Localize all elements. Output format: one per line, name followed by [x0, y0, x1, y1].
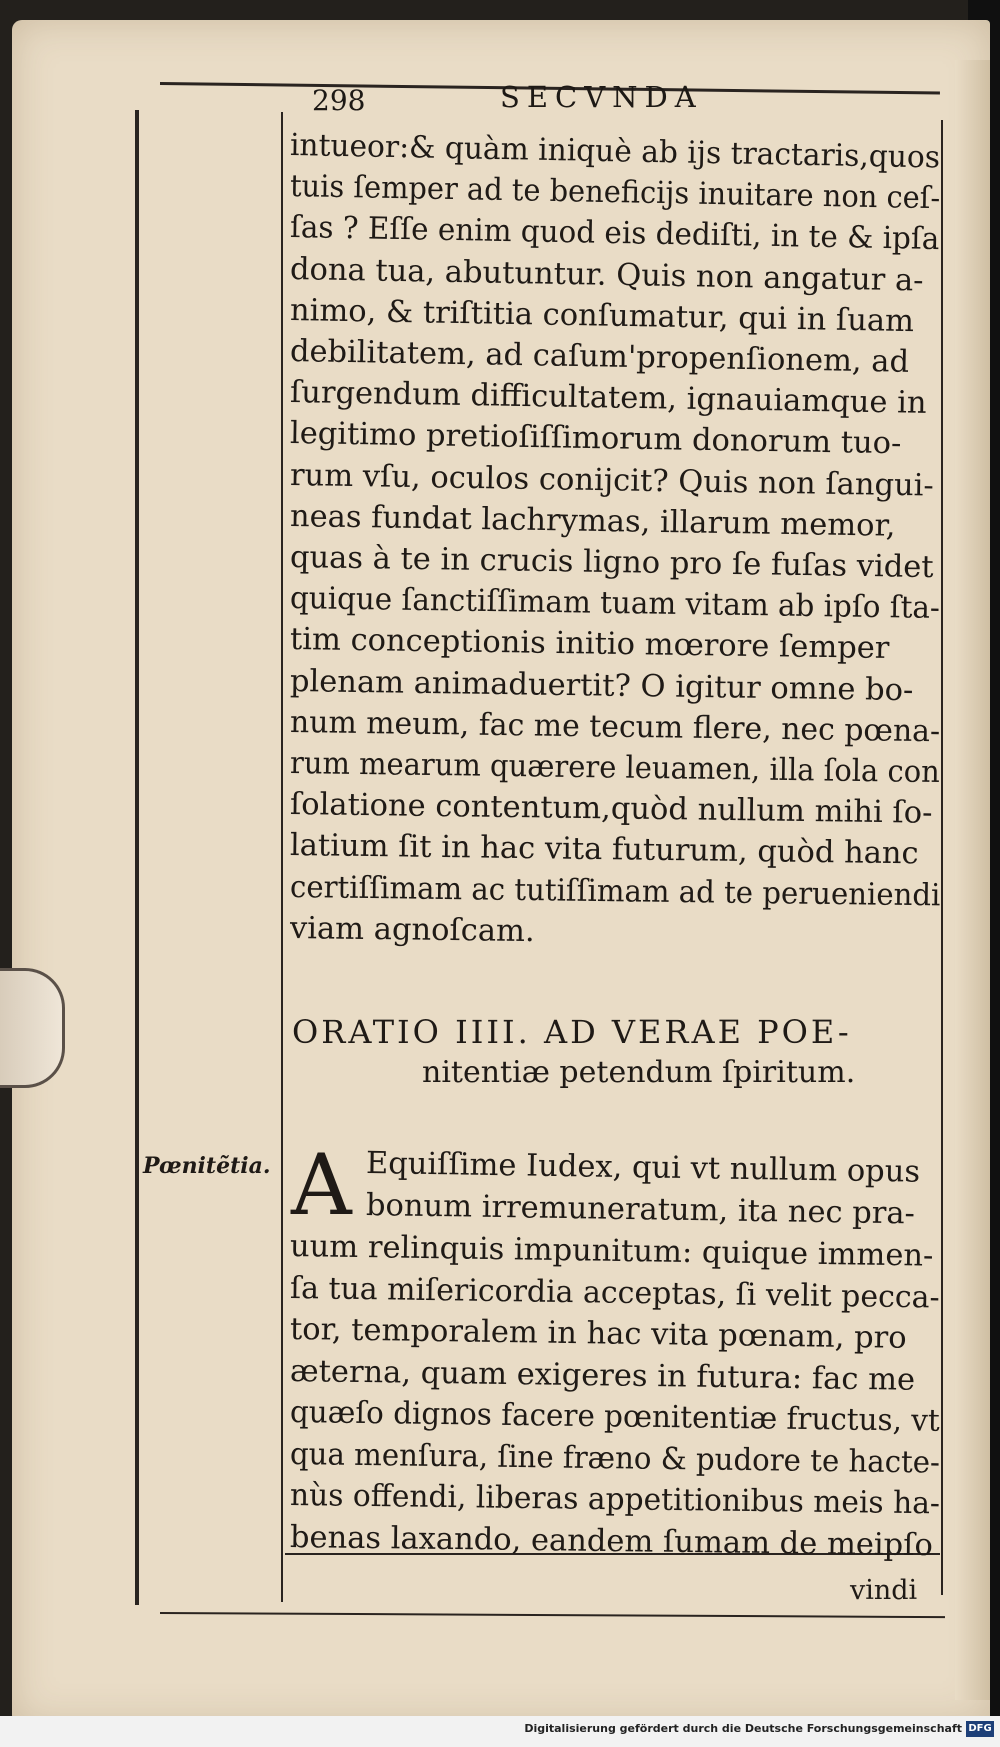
- text-column-left-rule: [281, 112, 283, 1602]
- text-line: rum mearum quærere leuamen, illa ſola con: [289, 746, 941, 791]
- text-line: tim conceptionis initio mœrore ſemper: [289, 622, 890, 667]
- text-line: ſurgendum difficultatem, ignauiamque in: [289, 375, 927, 422]
- text-line: ſolatione contentum,quòd nullum mihi ſo-: [289, 787, 933, 831]
- text-line: Equiſſime Iudex, qui vt nullum opus: [365, 1146, 921, 1190]
- section-heading-line1: ORATIO IIII. AD VERAE POE-: [292, 1013, 852, 1051]
- text-line: debilitatem, ad caſum'propenſionem, ad: [289, 334, 910, 380]
- text-line: neas fundat lachrymas, illarum memor,: [289, 498, 896, 544]
- text-line: rum vſu, oculos conijcit? Quis non ſangui-: [289, 457, 935, 504]
- marginal-note: Pœnitẽtia.: [143, 1153, 271, 1179]
- text-line: tor, temporalem in hac vita pœnam, pro: [289, 1312, 907, 1356]
- digitization-credit: Digitalisierung gefördert durch die Deutsche Forschungsgemeinschaft: [524, 1722, 962, 1735]
- running-head: SECVNDA: [500, 80, 703, 114]
- text-line: intueor:& quàm iniquè ab ijs tractaris,quos: [289, 128, 941, 176]
- text-line: plenam animaduertit? O igitur omne bo-: [289, 663, 914, 708]
- text-line: quæſo dignos facere pœnitentiæ fructus, vt: [289, 1395, 940, 1439]
- text-line: legitimo pretioſiſſimorum donorum tuo-: [289, 416, 902, 462]
- text-line: nùs offendi, liberas appetitionibus meis ha-: [289, 1478, 941, 1522]
- page-edge-right: [955, 60, 990, 1700]
- section-heading-line2: nitentiæ petendum ſpiritum.: [422, 1055, 856, 1090]
- text-line: benas laxando, eandem ſumam de meipſo: [289, 1519, 934, 1563]
- drop-cap: A: [291, 1136, 352, 1234]
- catchword: vindi: [850, 1575, 918, 1606]
- text-line: num meum, fac me tecum flere, nec pœna-: [289, 704, 941, 750]
- text-line: quas à te in crucis ligno pro ſe fuſas videt: [289, 540, 934, 586]
- text-line: quique ſanctiſſimam tuam vitam ab ipſo ſta-: [289, 581, 941, 627]
- text-line: nimo, & triſtitia conſumatur, qui in ſuam: [289, 292, 915, 339]
- book-clasp: [0, 968, 65, 1088]
- text-line: ſas ? Eſſe enim quod eis dediſti, in te & ipſa: [289, 210, 940, 258]
- text-line: dona tua, abutuntur. Quis non angatur a-: [289, 251, 924, 299]
- text-line: tuis ſemper ad te beneficijs inuitare non ceſ-: [289, 169, 941, 217]
- text-column-right-rule: [941, 120, 943, 1595]
- page-number: 298: [312, 84, 366, 117]
- left-margin-rule: [135, 110, 139, 1605]
- text-line: bonum irremuneratum, ita nec pra-: [365, 1187, 916, 1231]
- text-line: qua menſura, ſine fræno & pudore te hacte-: [289, 1436, 941, 1481]
- text-line: latium ſit in hac vita futurum, quòd hanc: [289, 828, 919, 872]
- text-line: uum relinquis impunitum: quique immen-: [289, 1229, 934, 1274]
- text-line: ſa tua miſericordia acceptas, ſi velit pecca-: [289, 1270, 940, 1316]
- text-line: viam agnoſcam.: [289, 910, 535, 949]
- text-line: æterna, quam exigeres in futura: fac me: [289, 1353, 916, 1398]
- dfg-logo: DFG: [966, 1721, 994, 1737]
- text-line: certiſſimam ac tutiſſimam ad te perueniendi: [289, 869, 941, 913]
